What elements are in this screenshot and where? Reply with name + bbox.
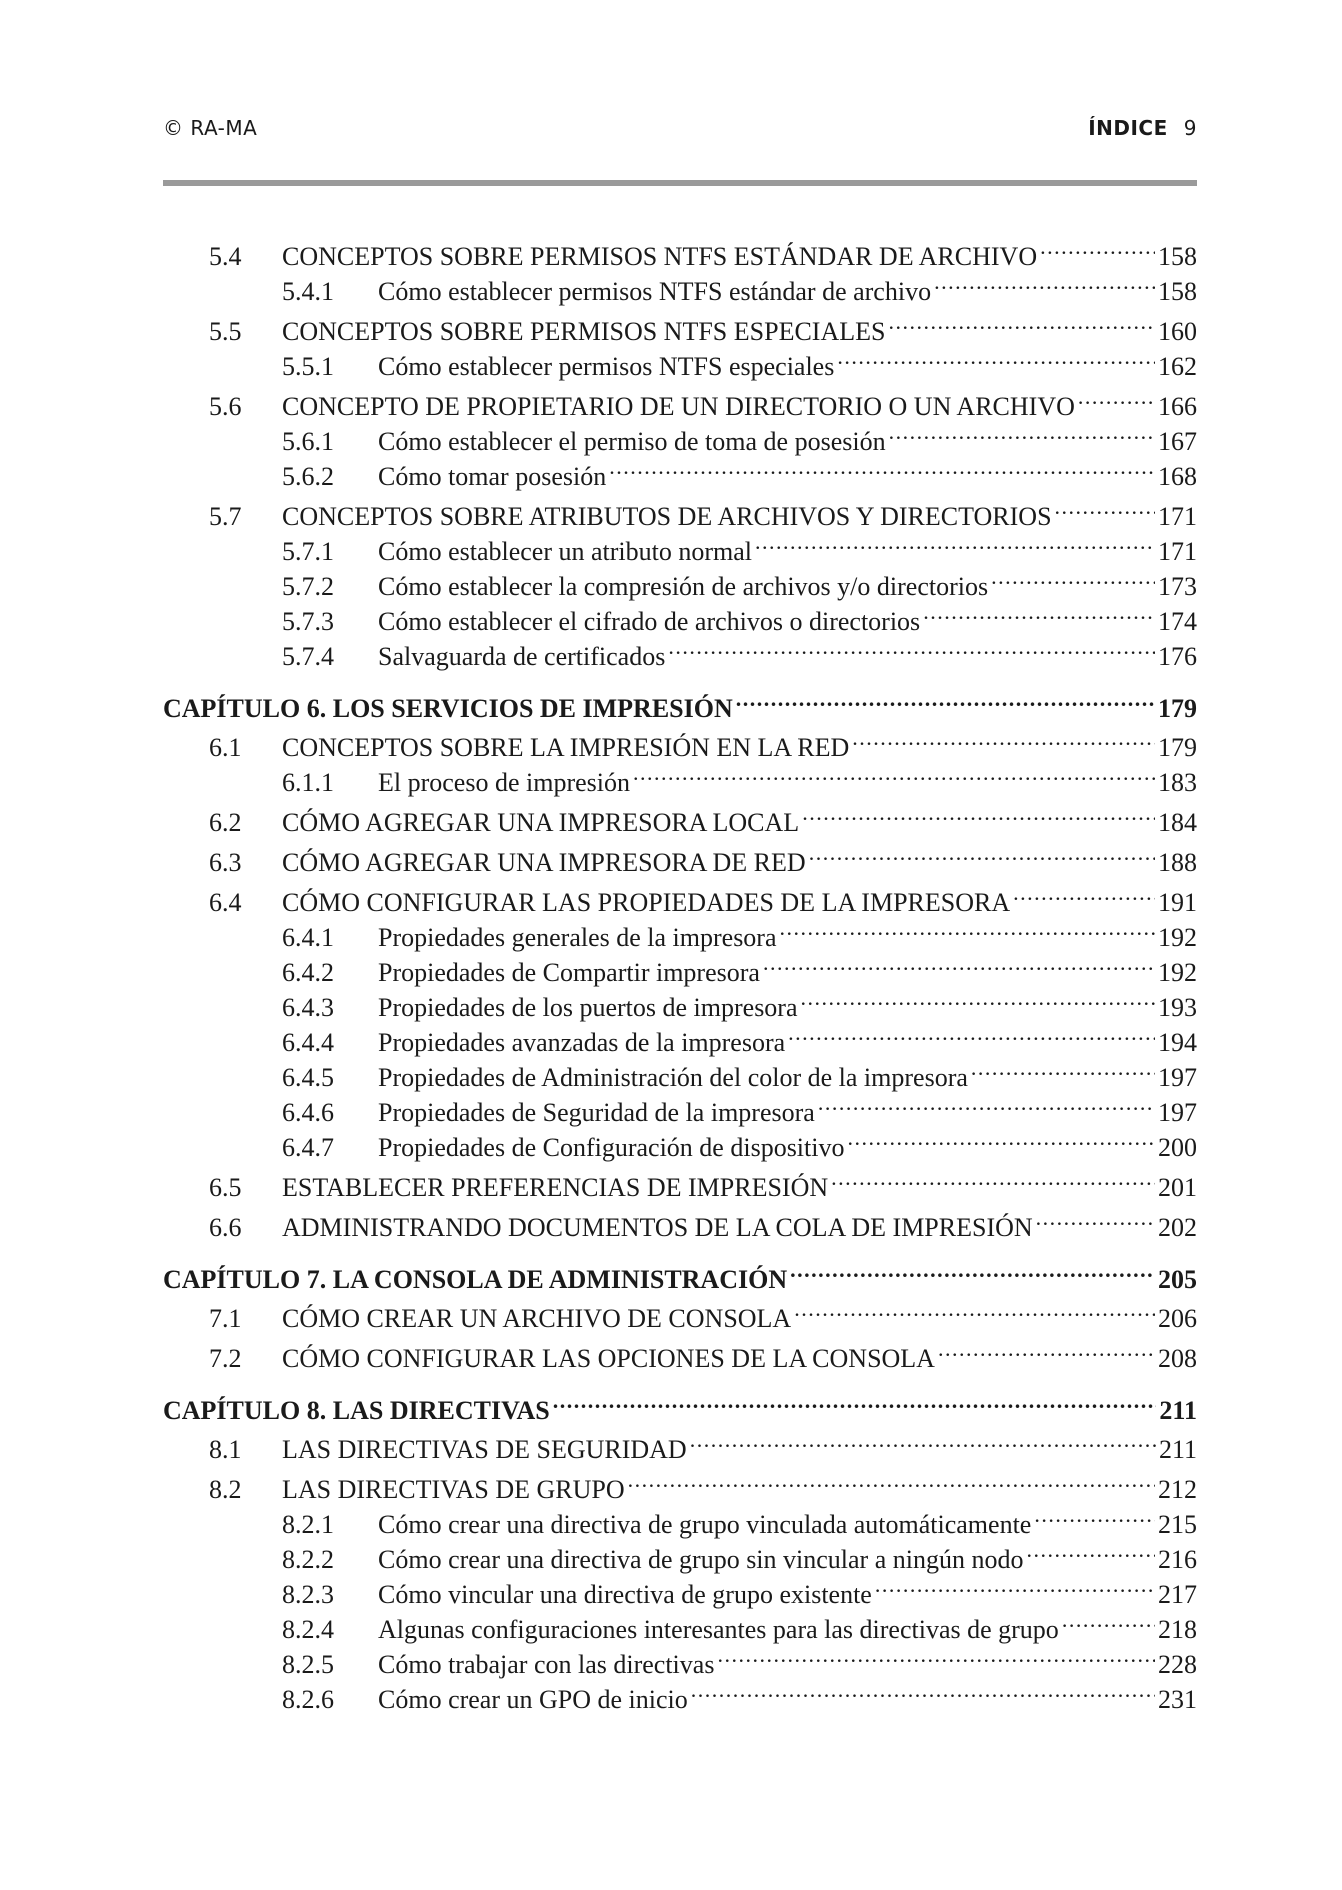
toc-entry-title: LAS DIRECTIVAS DE SEGURIDAD	[282, 1435, 687, 1464]
page-number: 9	[1183, 116, 1197, 140]
toc-subsection-entry	[163, 1638, 1197, 1679]
toc-subsection-entry	[163, 630, 1197, 671]
toc-entry-number: 8.2.3	[282, 1580, 334, 1609]
dot-leader	[609, 450, 1155, 485]
toc-entry-page: 193	[1158, 993, 1197, 1022]
toc-entry-number: 5.6.1	[282, 427, 334, 456]
toc-entry-page: 167	[1158, 427, 1197, 456]
toc-entry-title: Cómo establecer un atributo normal	[378, 537, 753, 566]
toc-entry-title: CAPÍTULO 8. LAS DIRECTIVAS	[163, 1396, 550, 1425]
dot-leader	[763, 946, 1155, 981]
toc-entry-page: 183	[1158, 768, 1197, 797]
toc-section-entry	[163, 836, 1197, 877]
toc-entry-number: 5.4.1	[282, 277, 334, 306]
toc-entry-page: 171	[1158, 537, 1197, 566]
toc-subsection-entry	[163, 450, 1197, 491]
toc-entry-title: Cómo crear una directiva de grupo vinculada automáticamente	[378, 1510, 1032, 1539]
toc-entry-title: CÓMO CONFIGURAR LAS OPCIONES DE LA CONSOLA	[282, 1344, 935, 1373]
dot-leader	[1055, 490, 1155, 525]
toc-entry-title: Cómo crear un GPO de inicio	[378, 1685, 688, 1714]
toc-entry-number: 8.2.2	[282, 1545, 334, 1574]
dot-leader	[690, 1423, 1156, 1458]
toc-entry-number: 5.4	[209, 242, 242, 271]
toc-subsection-entry	[163, 265, 1197, 306]
toc-entry-number: 8.2	[209, 1475, 242, 1504]
toc-entry-page: 218	[1158, 1615, 1197, 1644]
toc-entry-title: CONCEPTOS SOBRE PERMISOS NTFS ESPECIALES	[282, 317, 886, 346]
header-title: ÍNDICE	[1088, 116, 1168, 140]
dot-leader	[736, 682, 1155, 717]
header-rule	[163, 180, 1197, 186]
toc-subsection-entry	[163, 756, 1197, 797]
toc-entry-number: 8.2.6	[282, 1685, 334, 1714]
dot-leader	[809, 836, 1155, 871]
toc-entry-title: CÓMO CREAR UN ARCHIVO DE CONSOLA	[282, 1304, 792, 1333]
toc-entry-number: 6.5	[209, 1173, 242, 1202]
toc-entry-number: 6.4.7	[282, 1133, 334, 1162]
toc-entry-page: 212	[1158, 1475, 1197, 1504]
toc-entry-number: 5.6	[209, 392, 242, 421]
dot-leader	[794, 1292, 1155, 1327]
toc-entry-title: ESTABLECER PREFERENCIAS DE IMPRESIÓN	[282, 1173, 829, 1202]
dot-leader	[802, 796, 1155, 831]
toc-entry-page: 158	[1158, 277, 1197, 306]
toc-entry-title: Cómo crear una directiva de grupo sin vincular a ningún nodo	[378, 1545, 1024, 1574]
toc-chapter-entry	[163, 682, 1197, 723]
toc-entry-page: 211	[1159, 1396, 1197, 1425]
toc-entry-page: 192	[1158, 958, 1197, 987]
toc-entry-title: Cómo trabajar con las directivas	[378, 1650, 715, 1679]
toc-subsection-entry	[163, 1603, 1197, 1644]
toc-entry-title: Cómo establecer el cifrado de archivos o directorios	[378, 607, 921, 636]
toc-entry-title: Cómo vincular una directiva de grupo existente	[378, 1580, 872, 1609]
toc-entry-number: 6.1	[209, 733, 242, 762]
toc-entry-title: CAPÍTULO 6. LOS SERVICIOS DE IMPRESIÓN	[163, 694, 733, 723]
toc-entry-number: 5.7.1	[282, 537, 334, 566]
toc-entry-page: 162	[1158, 352, 1197, 381]
dot-leader	[1013, 876, 1155, 911]
toc-entry-number: 5.5.1	[282, 352, 334, 381]
toc-entry-page: 191	[1158, 888, 1197, 917]
toc-subsection-entry	[163, 911, 1197, 952]
dot-leader	[875, 1568, 1155, 1603]
toc-entry-title: Propiedades de los puertos de impresora	[378, 993, 798, 1022]
toc-entry-title: Propiedades de Compartir impresora	[378, 958, 760, 987]
toc-entry-title: CONCEPTOS SOBRE PERMISOS NTFS ESTÁNDAR DE ARCHIVO	[282, 242, 1038, 271]
toc-subsection-entry	[163, 1121, 1197, 1162]
dot-leader	[847, 1121, 1155, 1156]
toc-entry-page: 179	[1158, 733, 1197, 762]
toc-entry-page: 211	[1158, 1435, 1197, 1464]
toc-entry-number: 8.1	[209, 1435, 242, 1464]
toc-entry-title: Algunas configuraciones interesantes para las directivas de grupo	[378, 1615, 1059, 1644]
toc-entry-title: Cómo establecer permisos NTFS especiales	[378, 352, 835, 381]
dot-leader	[971, 1051, 1155, 1086]
toc-entry-page: 197	[1158, 1063, 1197, 1092]
toc-entry-number: 7.2	[209, 1344, 242, 1373]
toc-entry-number: 6.4	[209, 888, 242, 917]
toc-entry-title: CÓMO AGREGAR UNA IMPRESORA DE RED	[282, 848, 806, 877]
dot-leader	[553, 1384, 1157, 1419]
toc-entry-page: 174	[1158, 607, 1197, 636]
toc-subsection-entry	[163, 981, 1197, 1022]
toc-section-entry	[163, 1463, 1197, 1504]
toc-entry-number: 6.2	[209, 808, 242, 837]
toc-entry-page: 208	[1158, 1344, 1197, 1373]
toc-entry-page: 205	[1158, 1265, 1197, 1294]
toc-entry-page: 158	[1158, 242, 1197, 271]
toc-subsection-entry	[163, 525, 1197, 566]
toc-entry-number: 7.1	[209, 1304, 242, 1333]
toc-section-entry	[163, 230, 1197, 271]
toc-entry-number: 8.2.1	[282, 1510, 334, 1539]
dot-leader	[633, 756, 1155, 791]
toc-section-entry	[163, 490, 1197, 531]
toc-section-entry	[163, 721, 1197, 762]
toc-entry-number: 5.6.2	[282, 462, 334, 491]
toc-entry-title: CÓMO AGREGAR UNA IMPRESORA LOCAL	[282, 808, 800, 837]
dot-leader	[991, 560, 1155, 595]
toc-entry-title: Cómo establecer el permiso de toma de posesión	[378, 427, 886, 456]
toc-entry-page: 192	[1158, 923, 1197, 952]
toc-section-entry	[163, 1332, 1197, 1373]
toc-entry-page: 176	[1158, 642, 1197, 671]
toc-subsection-entry	[163, 1086, 1197, 1127]
toc-chapter-entry	[163, 1384, 1197, 1425]
toc-entry-title: CONCEPTO DE PROPIETARIO DE UN DIRECTORIO O UN ARCHIVO	[282, 392, 1075, 421]
toc-subsection-entry	[163, 1533, 1197, 1574]
toc-section-entry	[163, 796, 1197, 837]
toc-entry-page: 200	[1158, 1133, 1197, 1162]
toc-entry-page: 194	[1158, 1028, 1197, 1057]
toc-chapter-entry	[163, 1253, 1197, 1294]
toc-entry-title: Propiedades generales de la impresora	[378, 923, 777, 952]
toc-section-entry	[163, 305, 1197, 346]
header-right	[1088, 116, 1197, 140]
running-header	[163, 116, 1197, 148]
toc-subsection-entry	[163, 595, 1197, 636]
publisher-mark: © RA-MA	[163, 116, 258, 140]
toc-subsection-entry	[163, 1051, 1197, 1092]
toc-entry-number: 5.7.4	[282, 642, 334, 671]
toc-subsection-entry	[163, 1673, 1197, 1714]
toc-entry-page: 166	[1158, 392, 1197, 421]
toc-section-entry	[163, 380, 1197, 421]
dot-leader	[888, 305, 1155, 340]
toc-entry-page: 202	[1158, 1213, 1197, 1242]
toc-entry-number: 5.7	[209, 502, 242, 531]
dot-leader	[1040, 230, 1155, 265]
dot-leader	[755, 525, 1155, 560]
dot-leader	[837, 340, 1155, 375]
toc-subsection-entry	[163, 946, 1197, 987]
toc-entry-page: 231	[1158, 1685, 1197, 1714]
toc-entry-number: 8.2.4	[282, 1615, 334, 1644]
toc-subsection-entry	[163, 1568, 1197, 1609]
toc-entry-number: 6.4.6	[282, 1098, 334, 1127]
dot-leader	[852, 721, 1155, 756]
dot-leader	[1078, 380, 1155, 415]
toc-entry-page: 215	[1158, 1510, 1197, 1539]
toc-entry-number: 8.2.5	[282, 1650, 334, 1679]
toc-entry-number: 6.4.3	[282, 993, 334, 1022]
toc-entry-title: Propiedades de Administración del color de la impresora	[378, 1063, 968, 1092]
toc-entry-title: ADMINISTRANDO DOCUMENTOS DE LA COLA DE IMPRESIÓN	[282, 1213, 1033, 1242]
toc-entry-page: 216	[1158, 1545, 1197, 1574]
toc-entry-title: Propiedades de Configuración de dispositivo	[378, 1133, 845, 1162]
dot-leader	[831, 1161, 1155, 1196]
toc-entry-number: 6.4.5	[282, 1063, 334, 1092]
dot-leader	[923, 595, 1155, 630]
dot-leader	[691, 1673, 1155, 1708]
toc-entry-page: 171	[1158, 502, 1197, 531]
toc-entry-number: 5.5	[209, 317, 242, 346]
dot-leader	[717, 1638, 1155, 1673]
toc-section-entry	[163, 1292, 1197, 1333]
toc-entry-number: 6.1.1	[282, 768, 334, 797]
dot-leader	[1026, 1533, 1155, 1568]
toc-entry-title: CÓMO CONFIGURAR LAS PROPIEDADES DE LA IMPRESORA	[282, 888, 1011, 917]
dot-leader	[790, 1253, 1155, 1288]
dot-leader	[1036, 1201, 1155, 1236]
toc-entry-number: 5.7.3	[282, 607, 334, 636]
toc-entry-page: 197	[1158, 1098, 1197, 1127]
toc-entry-title: Cómo establecer la compresión de archivos y/o directorios	[378, 572, 989, 601]
toc-entry-title: Propiedades de Seguridad de la impresora	[378, 1098, 815, 1127]
toc-entry-page: 228	[1158, 1650, 1197, 1679]
dot-leader	[934, 265, 1155, 300]
dot-leader	[1034, 1498, 1155, 1533]
toc-entry-page: 188	[1158, 848, 1197, 877]
dot-leader	[818, 1086, 1155, 1121]
dot-leader	[628, 1463, 1155, 1498]
toc-entry-page: 179	[1158, 694, 1197, 723]
toc-subsection-entry	[163, 340, 1197, 381]
toc-entry-page: 173	[1158, 572, 1197, 601]
toc-entry-number: 6.3	[209, 848, 242, 877]
toc-entry-page: 217	[1158, 1580, 1197, 1609]
toc-entry-title: CONCEPTOS SOBRE LA IMPRESIÓN EN LA RED	[282, 733, 850, 762]
toc-entry-title: Cómo tomar posesión	[378, 462, 607, 491]
dot-leader	[938, 1332, 1155, 1367]
toc-entry-page: 206	[1158, 1304, 1197, 1333]
dot-leader	[788, 1016, 1155, 1051]
toc-entry-title: El proceso de impresión	[378, 768, 630, 797]
dot-leader	[780, 911, 1155, 946]
toc-subsection-entry	[163, 415, 1197, 456]
toc-subsection-entry	[163, 1498, 1197, 1539]
toc-entry-title: CAPÍTULO 7. LA CONSOLA DE ADMINISTRACIÓN	[163, 1265, 788, 1294]
toc-section-entry	[163, 1201, 1197, 1242]
toc-entry-number: 5.7.2	[282, 572, 334, 601]
toc-entry-title: Salvaguarda de certificados	[378, 642, 666, 671]
toc-subsection-entry	[163, 560, 1197, 601]
toc-subsection-entry	[163, 1016, 1197, 1057]
toc-entry-title: CONCEPTOS SOBRE ATRIBUTOS DE ARCHIVOS Y DIRECTORIOS	[282, 502, 1052, 531]
toc-entry-page: 201	[1158, 1173, 1197, 1202]
dot-leader	[1062, 1603, 1155, 1638]
toc-section-entry	[163, 1423, 1197, 1464]
dot-leader	[668, 630, 1155, 665]
toc-entry-number: 6.4.4	[282, 1028, 334, 1057]
toc-section-entry	[163, 876, 1197, 917]
toc-entry-title: Propiedades avanzadas de la impresora	[378, 1028, 786, 1057]
toc-entry-page: 168	[1158, 462, 1197, 491]
dot-leader	[889, 415, 1155, 450]
dot-leader	[801, 981, 1155, 1016]
toc-entry-number: 6.6	[209, 1213, 242, 1242]
toc-entry-title: Cómo establecer permisos NTFS estándar de archivo	[378, 277, 932, 306]
table-of-contents	[163, 230, 1197, 1714]
toc-entry-title: LAS DIRECTIVAS DE GRUPO	[282, 1475, 625, 1504]
toc-entry-page: 160	[1158, 317, 1197, 346]
toc-entry-number: 6.4.1	[282, 923, 334, 952]
toc-section-entry	[163, 1161, 1197, 1202]
toc-entry-page: 184	[1158, 808, 1197, 837]
toc-entry-number: 6.4.2	[282, 958, 334, 987]
